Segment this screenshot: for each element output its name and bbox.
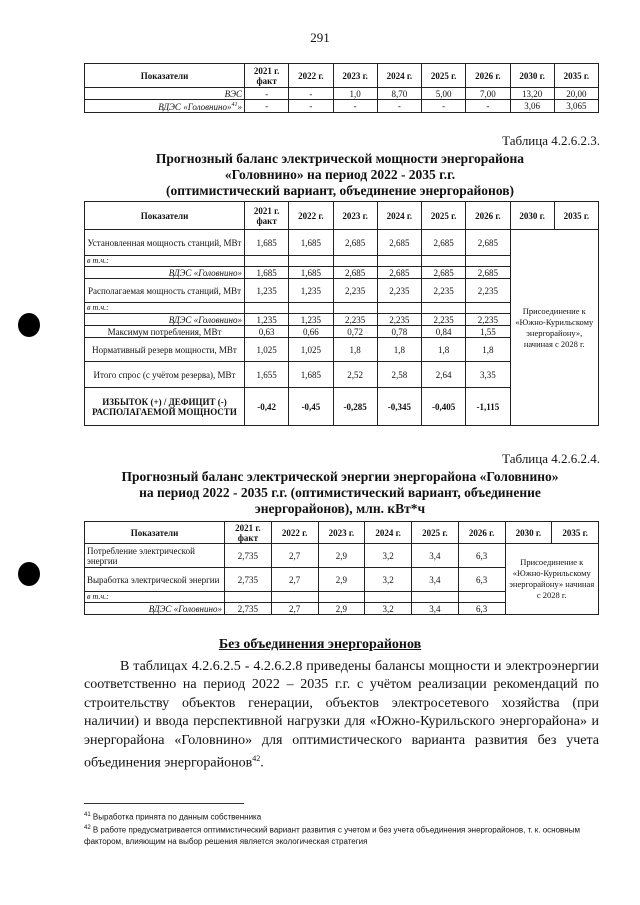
cell: -0,405 — [422, 388, 466, 426]
row-label: ВДЭС «Головнино» — [85, 314, 245, 326]
table-title: Прогнозный баланс электрической мощности энергорайона «Головнино» на период 2022 - 2035 г.г. (оптимистический вариант, объединение энергорайонов) — [155, 151, 525, 198]
cell: 3,2 — [365, 568, 412, 592]
cell: 3,06 — [510, 100, 554, 113]
cell: 1,685 — [245, 267, 289, 279]
cell: 2,685 — [422, 267, 466, 279]
header-cell: 2024 г. — [377, 202, 421, 230]
cell: 0,78 — [377, 326, 421, 338]
table-row — [85, 544, 599, 568]
header-cell: 2023 г. — [333, 202, 377, 230]
cell: 2,735 — [225, 603, 272, 615]
footnote-ref: 41 — [231, 102, 238, 108]
incl-label: в т.ч.: — [85, 592, 225, 603]
cell: 2,52 — [333, 362, 377, 388]
cell: 1,025 — [245, 338, 289, 362]
cell: 3,2 — [365, 544, 412, 568]
cell: 1,8 — [333, 338, 377, 362]
cell: 3,4 — [412, 544, 459, 568]
cell: 7,00 — [466, 88, 510, 100]
cell: 2,7 — [271, 544, 318, 568]
header-cell: 2030 г. — [505, 522, 552, 544]
cell: 6,3 — [458, 603, 505, 615]
header-cell: 2035 г. — [554, 202, 598, 230]
table-caption: Таблица 4.2.6.2.4. — [502, 451, 600, 466]
header-cell: Показатели — [85, 64, 245, 88]
cell: 2,235 — [466, 279, 510, 303]
row-label: Выработка электрической энергии — [85, 568, 225, 592]
cell: 0,72 — [333, 326, 377, 338]
punch-hole — [18, 313, 40, 337]
cell: - — [289, 88, 333, 100]
cell: - — [245, 100, 289, 113]
header-cell: 2023 г. — [318, 522, 365, 544]
cell: 1,235 — [289, 279, 333, 303]
cell: 0,66 — [289, 326, 333, 338]
energy-balance-table — [84, 521, 599, 615]
cell: 2,685 — [333, 230, 377, 256]
cell: 6,3 — [458, 568, 505, 592]
merged-note: Присоединение к «Южно-Курильскому энергорайону», начиная с 2028 г. — [510, 230, 599, 426]
header-cell: 2025 г. — [422, 202, 466, 230]
table-row — [85, 100, 599, 113]
row-label: ВДЭС «Головнино» — [85, 267, 245, 279]
section-heading: Без объединения энергорайонов — [218, 637, 422, 652]
row-label: ИЗБЫТОК (+) / ДЕФИЦИТ (-) РАСПОЛАГАЕМОЙ МОЩНОСТИ — [85, 388, 245, 426]
header-cell: 2021 г. факт — [245, 64, 289, 88]
footnote-41: $^{41}$ Выработка принята по данным собственника — [84, 812, 262, 822]
cell: -1,115 — [466, 388, 510, 426]
cell: 1,0 — [333, 88, 377, 100]
cell: 2,9 — [318, 544, 365, 568]
power-balance-table — [84, 201, 599, 426]
row-label: Располагаемая мощность станций, МВт — [85, 279, 245, 303]
cell: 1,685 — [289, 267, 333, 279]
cell: 3,35 — [466, 362, 510, 388]
cell: - — [422, 100, 466, 113]
cell: - — [377, 100, 421, 113]
table-row — [85, 230, 599, 256]
cell: 1,235 — [245, 314, 289, 326]
cell: 2,7 — [271, 603, 318, 615]
cell: 20,00 — [554, 88, 598, 100]
cell: 2,735 — [225, 544, 272, 568]
header-cell: 2026 г. — [458, 522, 505, 544]
row-label: Максимум потребления, МВт — [85, 326, 245, 338]
cell: 1,8 — [466, 338, 510, 362]
cell: 2,9 — [318, 603, 365, 615]
row-label: Итого спрос (с учётом резерва), МВт — [85, 362, 245, 388]
cell: 13,20 — [510, 88, 554, 100]
cell: -0,285 — [333, 388, 377, 426]
cell: - — [333, 100, 377, 113]
cell: 2,235 — [333, 314, 377, 326]
row-label: Потребление электрической энергии — [85, 544, 225, 568]
incl-label: в т.ч.: — [85, 303, 245, 314]
cell: 1,235 — [289, 314, 333, 326]
cell: -0,345 — [377, 388, 421, 426]
cell: 3,2 — [365, 603, 412, 615]
table-caption: Таблица 4.2.6.2.3. — [502, 133, 600, 148]
cell: 5,00 — [422, 88, 466, 100]
cell: 2,9 — [318, 568, 365, 592]
incl-label: в т.ч.: — [85, 256, 245, 267]
cell: -0,42 — [245, 388, 289, 426]
cell: 1,55 — [466, 326, 510, 338]
row-label: ВЭС — [85, 88, 245, 100]
footnote-ref: 42 — [252, 754, 261, 764]
cell: 1,025 — [289, 338, 333, 362]
cell: - — [466, 100, 510, 113]
cell: 2,7 — [271, 568, 318, 592]
header-cell: 2025 г. — [422, 64, 466, 88]
header-cell: 2030 г. — [510, 64, 554, 88]
cell: 1,685 — [289, 362, 333, 388]
header-cell: 2024 г. — [365, 522, 412, 544]
cell: -0,45 — [289, 388, 333, 426]
cell: 2,235 — [466, 314, 510, 326]
cell: 1,8 — [422, 338, 466, 362]
cell: - — [245, 88, 289, 100]
row-label: ВДЭС «Головнино» — [85, 603, 225, 615]
footnote-divider — [84, 803, 244, 804]
page-number: 291 — [310, 30, 330, 45]
header-cell: 2022 г. — [271, 522, 318, 544]
cell: 2,235 — [377, 279, 421, 303]
header-cell: Показатели — [85, 202, 245, 230]
table-row — [85, 88, 599, 100]
cell: 2,235 — [422, 279, 466, 303]
cell: 0,84 — [422, 326, 466, 338]
header-cell: 2022 г. — [289, 64, 333, 88]
cell: 2,235 — [333, 279, 377, 303]
cell: 1,685 — [289, 230, 333, 256]
cell: 6,3 — [458, 544, 505, 568]
row-label: Нормативный резерв мощности, МВт — [85, 338, 245, 362]
cell: 8,70 — [377, 88, 421, 100]
header-cell: 2035 г. — [554, 64, 598, 88]
header-cell: 2035 г. — [552, 522, 599, 544]
cell: 3,065 — [554, 100, 598, 113]
top-table — [84, 63, 599, 113]
header-cell: 2022 г. — [289, 202, 333, 230]
cell: 3,4 — [412, 568, 459, 592]
cell: 1,655 — [245, 362, 289, 388]
header-cell: 2024 г. — [377, 64, 421, 88]
cell: 2,685 — [377, 267, 421, 279]
body-paragraph: В таблицах 4.2.6.2.5 - 4.2.6.2.8 приведены балансы мощности и электроэнергии соответственно на период 2022 – 2035 г.г. с учётом реализации рекомендаций по строительству объектов генерации, объектов электросетевого хозяйства (при наличии) и ввода перспективной нагрузки для «Южно-Курильского энергорайона» и энергорайона «Головнино» для оптимистического варианта развития без учета объединения энергорайонов$^{42}$. — [84, 659, 599, 771]
footnote-42: $^{42}$ В работе предусматривается оптимистический вариант развития с учетом и без учета объединения энергорайонов, т. к. основным фактором, влияющим на выбор решения является экологическая стратегия — [84, 825, 580, 846]
header-cell: Показатели — [85, 522, 225, 544]
cell: 1,8 — [377, 338, 421, 362]
row-label: Установленная мощность станций, МВт — [85, 230, 245, 256]
header-cell: 2025 г. — [412, 522, 459, 544]
header-cell: 2021 г. факт — [245, 202, 289, 230]
cell: 1,235 — [245, 279, 289, 303]
cell: 2,735 — [225, 568, 272, 592]
cell: 2,235 — [377, 314, 421, 326]
cell: 2,58 — [377, 362, 421, 388]
header-cell: 2030 г. — [510, 202, 554, 230]
punch-hole — [18, 562, 40, 586]
header-cell: 2023 г. — [333, 64, 377, 88]
cell: 2,685 — [466, 230, 510, 256]
merged-note: Присоединение к «Южно-Курильскому энергорайону» начиная с 2028 г. — [505, 544, 599, 615]
cell: 2,235 — [422, 314, 466, 326]
cell: 2,685 — [466, 267, 510, 279]
cell: 2,685 — [377, 230, 421, 256]
cell: 0,63 — [245, 326, 289, 338]
cell: - — [289, 100, 333, 113]
header-cell: 2026 г. — [466, 64, 510, 88]
cell: 2,685 — [333, 267, 377, 279]
cell: 2,64 — [422, 362, 466, 388]
table-title: Прогнозный баланс электрической энергии энергорайона «Головнино» на период 2022 - 2035 г.г. (оптимистический вариант, объединение энергорайонов), млн. кВт*ч — [121, 469, 559, 516]
cell: 2,685 — [422, 230, 466, 256]
header-cell: 2021 г. факт — [225, 522, 272, 544]
cell: 3,4 — [412, 603, 459, 615]
row-label: ВДЭС «Головнино»$^{41}$» — [85, 100, 245, 113]
cell: 1,685 — [245, 230, 289, 256]
header-cell: 2026 г. — [466, 202, 510, 230]
